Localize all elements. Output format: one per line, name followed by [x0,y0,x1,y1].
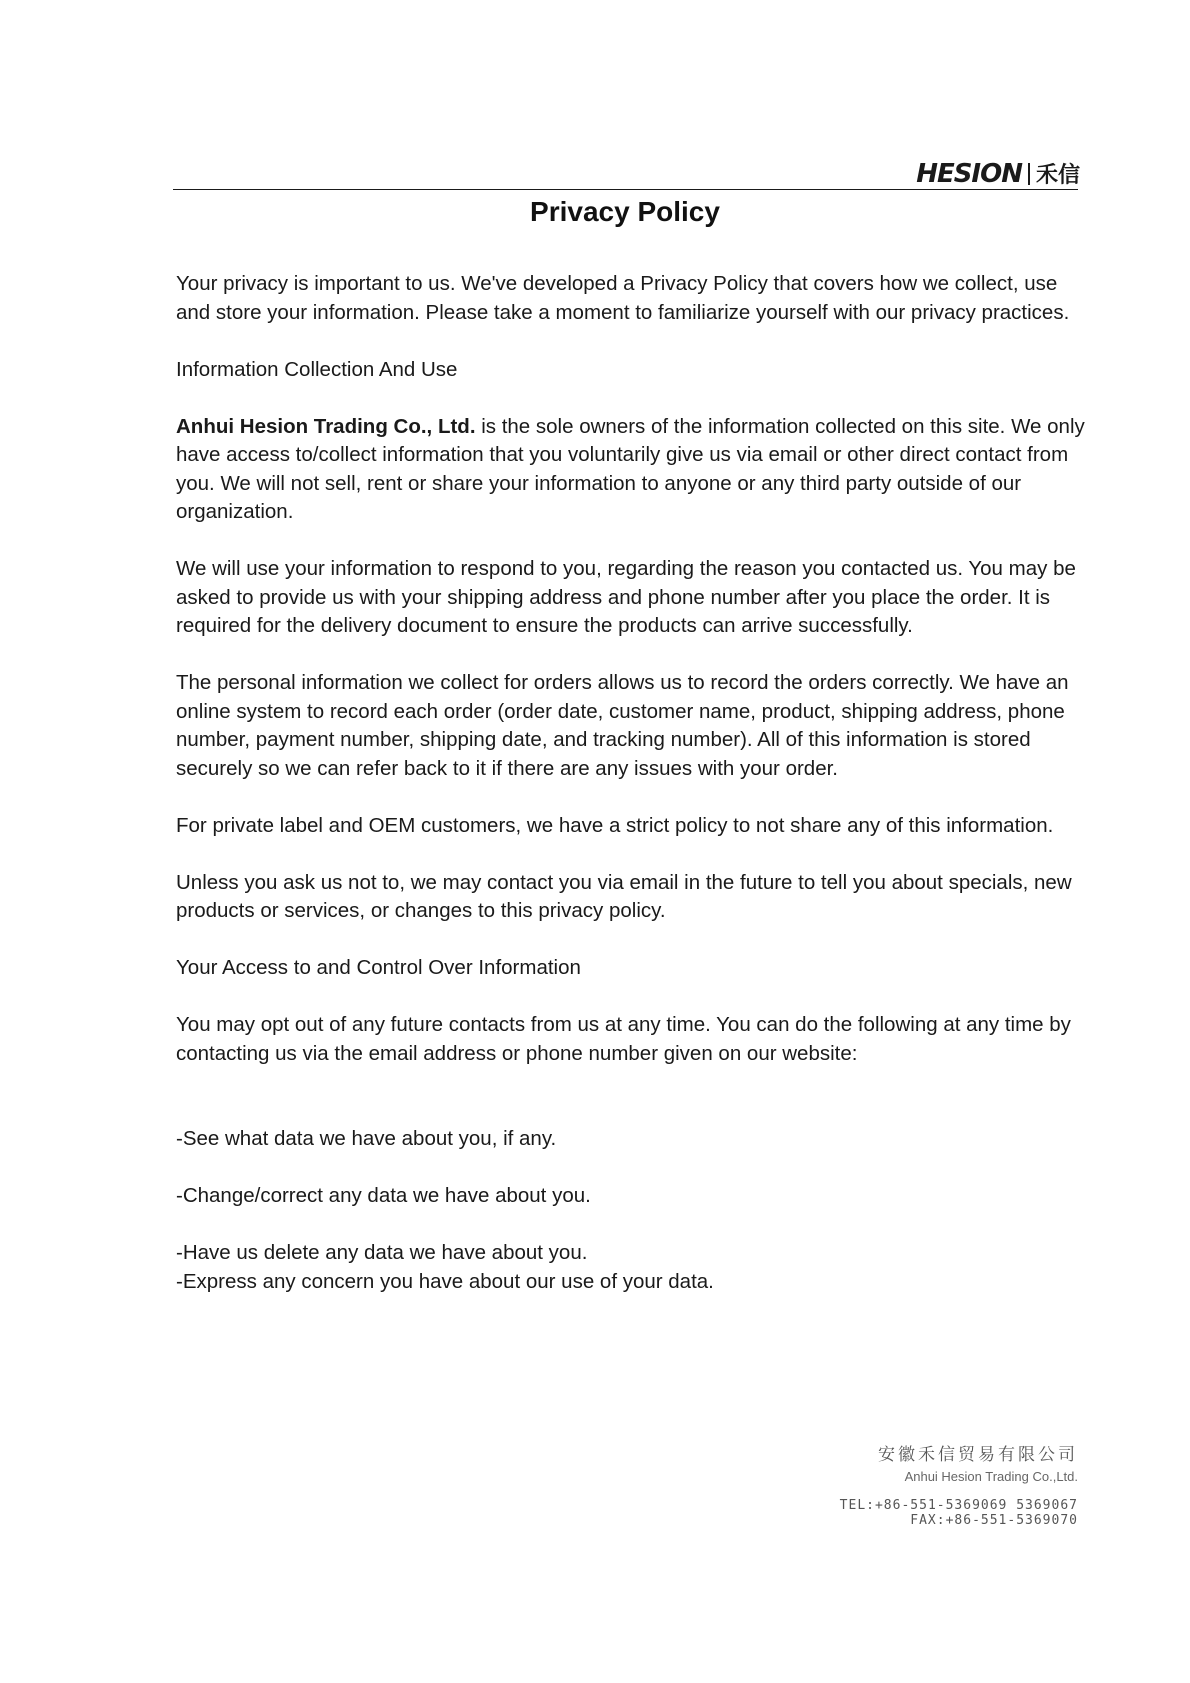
list-item: -Have us delete any data we have about you. [176,1241,588,1264]
logo-cjk-text: 禾信 [1035,163,1080,188]
policy-body [176,270,1086,1296]
company-name: Anhui Hesion Trading Co., Ltd. [176,414,476,438]
footer-company-en: Anhui Hesion Trading Co.,Ltd. [904,1469,1078,1484]
company-footer [840,1440,1078,1528]
header-rule [173,189,1078,190]
section-heading-collection: Information Collection And Use [176,357,458,381]
records-paragraph: The personal information we collect for orders allows us to record the orders correctly. We have an online system to record each order (order date, customer name, product, shipping address, phone number, payment number, shipping date, and tracking number). All of this information is stored securely so we can refer back to it if there are any issues with your order. [176,671,1069,780]
logo-latin-text: HESION [916,158,1022,189]
ownership-text: is the sole owners of the information collected on this site. We only have access to/collect information that you voluntarily give us via email or other direct contact from you. We will not sell, rent or share your information to anyone or any third party outside of our organization. [176,414,1085,523]
footer-tel: TEL:+86-551-5369069 5369067 [839,1498,1078,1513]
opt-out-paragraph: You may opt out of any future contacts from us at any time. You can do the following at any time by contacting us via the email address or phone number given on our website: [176,1013,1071,1065]
list-item: -See what data we have about you, if any. [176,1127,557,1150]
footer-fax: FAX:+86-551-5369070 [910,1513,1078,1528]
list-item: -Express any concern you have about our use of your data. [176,1269,714,1293]
usage-paragraph: We will use your information to respond to you, regarding the reason you contacted us. You may be asked to provide us with your shipping address and phone number after you place the order. It is required for the delivery document to ensure the products can arrive successfully. [176,557,1076,637]
page-title: Privacy Policy [530,196,720,227]
oem-paragraph: For private label and OEM customers, we have a strict policy to not share any of this information. [176,813,1054,837]
footer-company-cn: 安徽禾信贸易有限公司 [878,1445,1078,1464]
ownership-paragraph [176,413,1086,527]
logo-divider [1028,163,1030,185]
section-heading-access: Your Access to and Control Over Information [176,956,581,979]
hesion-logo [916,158,1080,189]
list-item: -Change/correct any data we have about you. [176,1184,591,1207]
intro-paragraph: Your privacy is important to us. We've developed a Privacy Policy that covers how we collect, use and store your information. Please take a moment to familiarize yourself with our privacy practices. [176,272,1070,324]
contact-paragraph: Unless you ask us not to, we may contact you via email in the future to tell you about specials, new products or services, or changes to this privacy policy. [176,870,1072,922]
